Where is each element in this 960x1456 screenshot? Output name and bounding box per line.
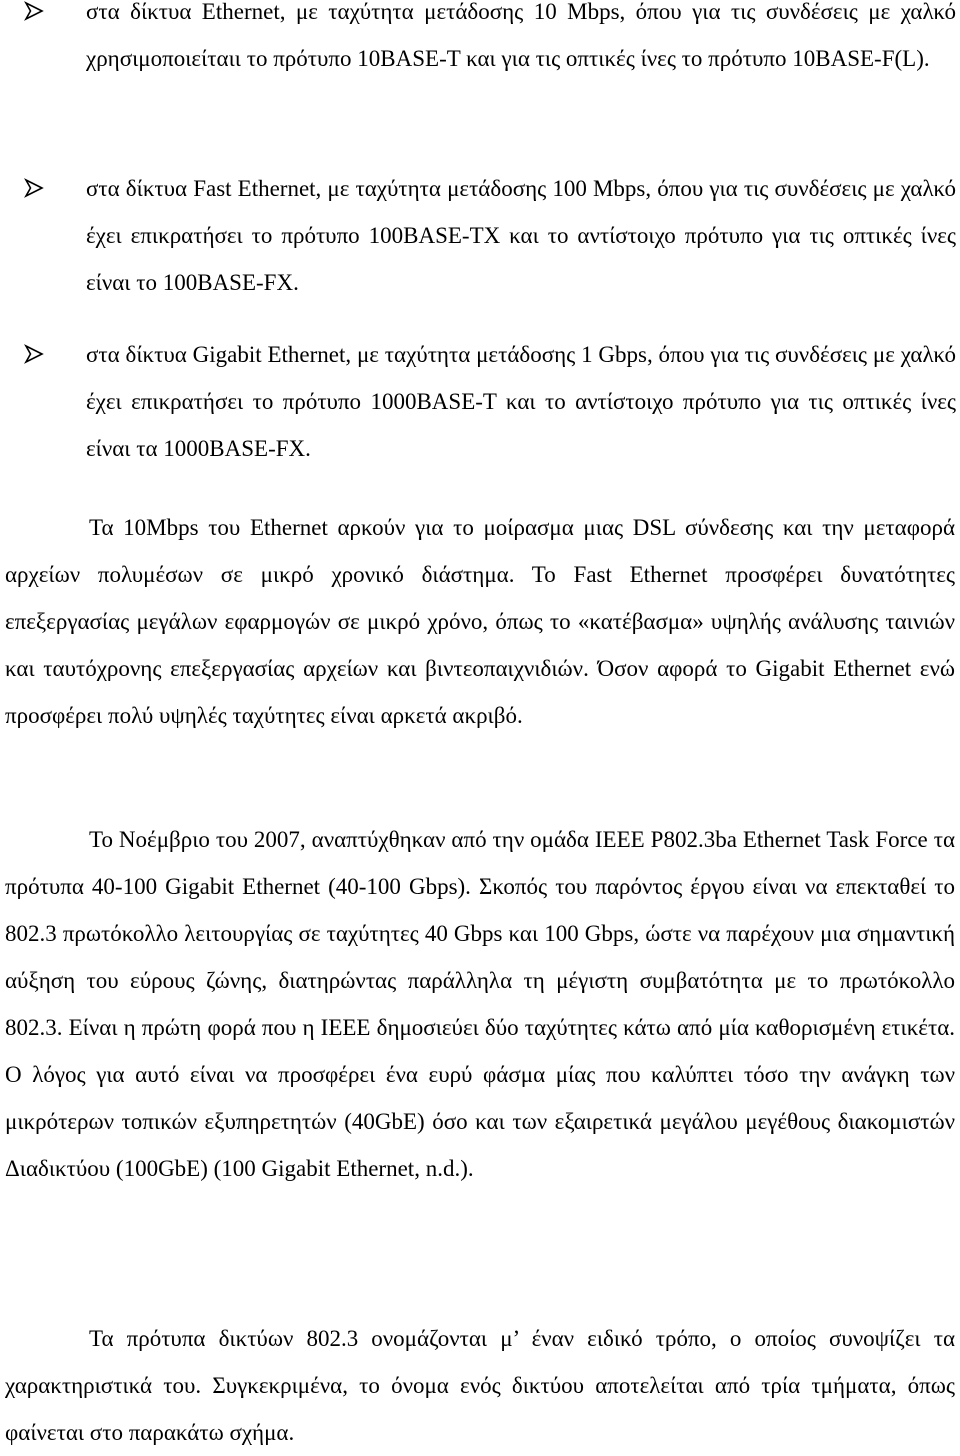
list-item-text: στα δίκτυα Gigabit Ethernet, με ταχύτητα μετάδοσης 1 Gbps, όπου για τις συνδέσεις με χαλκό έχει επικρατήσει το πρότυπο 1000BASE-T και το αντίστοιχο πρότυπο για τις οπτικές ίνες είναι τα 1000BASE-FX. [86,342,956,461]
body-paragraph: Τα πρότυπα δικτύων 802.3 ονομάζονται μ’ έναν ειδικό τρόπο, ο οποίος συνοψίζει τα χαρακτηριστικά του. Συγκεκριμένα, το όνομα ενός δικτύου αποτελείται από τρία τμήματα, όπως φαίνεται στο παρακάτω σχήμα. [5,1326,955,1445]
body-paragraph: Τα 10Mbps του Ethernet αρκούν για το μοίρασμα μιας DSL σύνδεσης και την μεταφορά αρχείων πολυμέσων σε μικρό χρονικό διάστημα. Το Fast Ethernet προσφέρει δυνατότητες επεξεργασίας μεγάλων εφαρμογών σε μικρό χρόνο, όπως το «κατέβασμα» υψηλής ανάλυσης ταινιών και ταυτόχρονης επεξεργασίας αρχείων και βιντεοπαιχνιδιών. Όσον αφορά το Gigabit Ethernet ενώ προσφέρει πολύ υψηλές ταχύτητες είναι αρκετά ακριβό. [5,515,955,728]
arrowhead-bullet-icon [24,344,44,364]
body-paragraph: Το Νοέμβριο του 2007, αναπτύχθηκαν από την ομάδα IEEE P802.3ba Ethernet Task Force τα πρότυπα 40-100 Gigabit Ethernet (40-100 Gbps). Σκοπός του παρόντος έργου είναι να επεκταθεί το 802.3 πρωτόκολλο λειτουργίας σε ταχύτητες 40 Gbps και 100 Gbps, ώστε να παρέχουν μια σημαντική αύξηση του εύρους ζώνης, διατηρώντας παράλληλα τη μέγιστη συμβατότητα με το πρωτόκολλο 802.3. Είναι η πρώτη φορά που η IEEE δημοσιεύει δύο ταχύτητες κάτω από μία καθορισμένη ετικέτα. Ο λόγος για αυτό είναι να προσφέρει ένα ευρύ φάσμα μίας που καλύπτει τόσο την ανάγκη των μικρότερων τοπικών εξυπηρετητών (40GbE) όσο και των εξαιρετικά μεγάλου μεγέθους διακομιστών Διαδικτύου (100GbE) (100 Gigabit Ethernet, n.d.). [5,827,955,1181]
list-item-text: στα δίκτυα Ethernet, με ταχύτητα μετάδοσης 10 Mbps, όπου για τις συνδέσεις με χαλκό χρησιμοποιείταιι το πρότυπο 10BASE-T και για τις οπτικές ίνες το πρότυπο 10BASE-F(L). [86,0,956,71]
arrowhead-bullet-icon [24,178,44,198]
list-item-text: στα δίκτυα Fast Ethernet, με ταχύτητα μετάδοσης 100 Mbps, όπου για τις συνδέσεις με χαλκό έχει επικρατήσει το πρότυπο 100BASE-TX και το αντίστοιχο πρότυπο για τις οπτικές ίνες είναι το 100BASE-FX. [86,176,956,295]
arrowhead-bullet-icon [24,1,44,21]
